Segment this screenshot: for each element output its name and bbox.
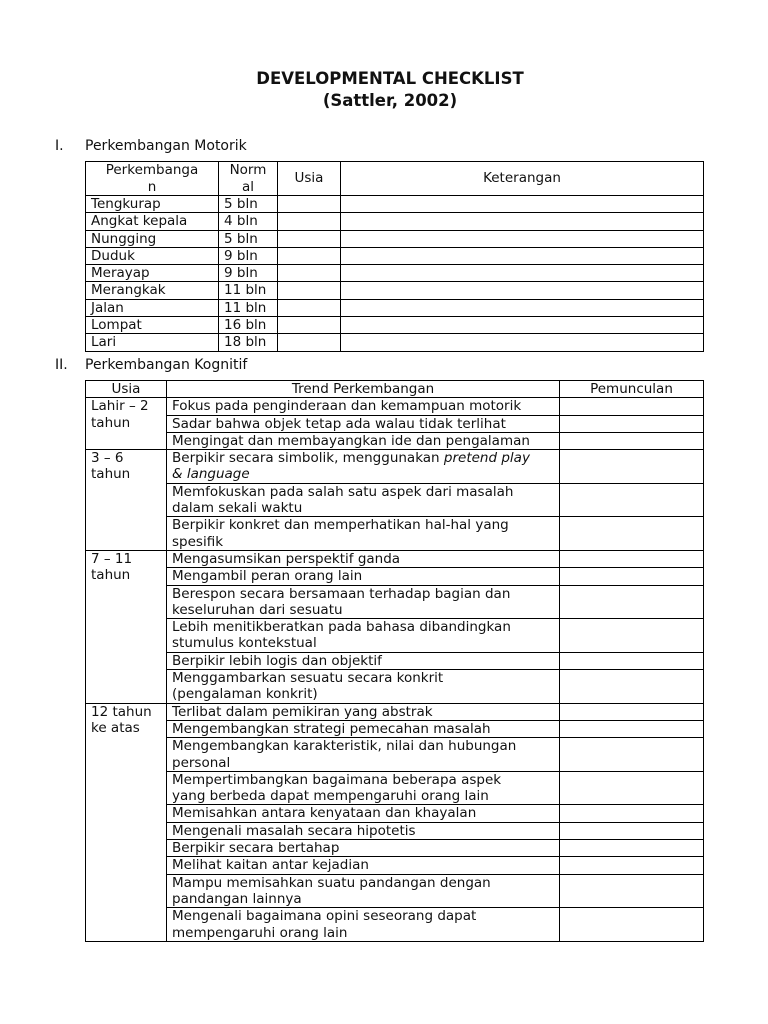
trend-line: Mengembangkan strategi pemecahan masalah xyxy=(172,720,491,737)
cell-usia xyxy=(278,334,341,351)
cognitive-development-table xyxy=(85,380,704,942)
header-pemunculan: Pemunculan xyxy=(560,381,704,398)
age-line: tahun xyxy=(91,466,131,483)
cell-trend xyxy=(167,840,560,857)
table-row xyxy=(86,822,704,839)
table-row xyxy=(86,247,704,264)
cell-usia xyxy=(278,213,341,230)
cell-pemunculan xyxy=(560,652,704,669)
cell-keterangan xyxy=(341,196,704,213)
cell-perkembangan: Merangkak xyxy=(86,282,219,299)
section-number: I. xyxy=(55,138,64,154)
trend-line: spesifik xyxy=(172,533,224,550)
cell-pemunculan xyxy=(560,483,704,517)
cell-usia xyxy=(278,196,341,213)
trend-text: Berpikir secara simbolik, menggunakan xyxy=(172,450,444,467)
cell-trend xyxy=(167,670,560,704)
motor-development-table xyxy=(85,161,704,352)
cell-pemunculan xyxy=(560,670,704,704)
table-row xyxy=(86,517,704,551)
trend-line: Memfokuskan pada salah satu aspek dari masalah xyxy=(172,483,514,500)
cell-pemunculan xyxy=(560,415,704,432)
table-row xyxy=(86,908,704,942)
trend-line: Mengembangkan karakteristik, nilai dan hubungan xyxy=(172,738,517,755)
table-row xyxy=(86,619,704,653)
table-row xyxy=(86,720,704,737)
cell-keterangan xyxy=(341,317,704,334)
trend-line: Fokus pada penginderaan dan kemampuan motorik xyxy=(172,398,522,415)
cell-usia xyxy=(278,230,341,247)
header-usia: Usia xyxy=(86,381,167,398)
cell-pemunculan xyxy=(560,619,704,653)
trend-italic: pretend play xyxy=(443,450,530,467)
age-line: Lahir – 2 xyxy=(91,398,149,415)
cell-normal: 16 bln xyxy=(219,317,278,334)
cell-normal: 5 bln xyxy=(219,230,278,247)
cell-pemunculan xyxy=(560,822,704,839)
cell-pemunculan xyxy=(560,738,704,772)
cell-normal: 18 bln xyxy=(219,334,278,351)
cell-usia xyxy=(278,317,341,334)
trend-line: Melihat kaitan antar kejadian xyxy=(172,857,369,874)
cell-pemunculan xyxy=(560,857,704,874)
cell-trend xyxy=(167,822,560,839)
trend-line: dalam sekali waktu xyxy=(172,500,303,517)
cell-pemunculan xyxy=(560,432,704,449)
trend-italic: & language xyxy=(172,466,250,483)
cell-pemunculan xyxy=(560,805,704,822)
trend-line xyxy=(172,466,554,482)
cell-pemunculan xyxy=(560,840,704,857)
cell-perkembangan: Merayap xyxy=(86,265,219,282)
age-line: 7 – 11 xyxy=(91,550,133,567)
cell-trend xyxy=(167,619,560,653)
table-row xyxy=(86,857,704,874)
trend-line: Berpikir secara bertahap xyxy=(172,840,340,857)
header-keterangan: Keterangan xyxy=(341,162,704,196)
trend-line: Mengambil peran orang lain xyxy=(172,568,363,585)
cell-pemunculan xyxy=(560,550,704,567)
table-row xyxy=(86,874,704,908)
cell-perkembangan: Nungging xyxy=(86,230,219,247)
table-row xyxy=(86,585,704,619)
cell-keterangan xyxy=(341,230,704,247)
table-row xyxy=(86,771,704,805)
cell-perkembangan: Lompat xyxy=(86,317,219,334)
cell-trend xyxy=(167,415,560,432)
cell-perkembangan: Duduk xyxy=(86,247,219,264)
trend-line: yang berbeda dapat mempengaruhi orang lain xyxy=(172,788,489,805)
cell-perkembangan: Tengkurap xyxy=(86,196,219,213)
table-row xyxy=(86,805,704,822)
table-header-row xyxy=(86,381,704,398)
trend-line: Menggambarkan sesuatu secara konkrit xyxy=(172,670,444,687)
trend-line: Mempertimbangkan bagaimana beberapa aspek xyxy=(172,771,502,788)
table-row xyxy=(86,550,704,567)
cell-trend xyxy=(167,450,560,484)
cell-normal: 9 bln xyxy=(219,247,278,264)
cell-trend xyxy=(167,585,560,619)
trend-line: Memisahkan antara kenyataan dan khayalan xyxy=(172,805,477,822)
trend-line: mempengaruhi orang lain xyxy=(172,924,348,941)
trend-line: Berespon secara bersamaan terhadap bagian dan xyxy=(172,585,511,602)
table-row xyxy=(86,196,704,213)
trend-line: Terlibat dalam pemikiran yang abstrak xyxy=(172,703,433,720)
cell-pemunculan xyxy=(560,720,704,737)
table-row xyxy=(86,840,704,857)
trend-line: pandangan lainnya xyxy=(172,890,302,907)
cell-pemunculan xyxy=(560,450,704,484)
cell-pemunculan xyxy=(560,771,704,805)
trend-line: keseluruhan dari sesuatu xyxy=(172,601,343,618)
cell-trend xyxy=(167,517,560,551)
cell-pemunculan xyxy=(560,908,704,942)
header-normal: Norm al xyxy=(219,162,278,196)
age-line: tahun xyxy=(91,567,131,584)
cell-keterangan xyxy=(341,282,704,299)
trend-line: (pengalaman konkrit) xyxy=(172,686,318,703)
header-perkembangan: Perkembanga n xyxy=(86,162,219,196)
table-row xyxy=(86,265,704,282)
cell-trend xyxy=(167,874,560,908)
table-row xyxy=(86,398,704,415)
cell-age-group xyxy=(86,703,167,941)
cell-trend xyxy=(167,568,560,585)
table-row xyxy=(86,450,704,484)
table-row xyxy=(86,652,704,669)
cell-pemunculan xyxy=(560,703,704,720)
cell-pemunculan xyxy=(560,398,704,415)
trend-line: Mengenali masalah secara hipotetis xyxy=(172,822,416,839)
table-row xyxy=(86,738,704,772)
section-heading-motorik xyxy=(55,137,247,155)
trend-line: Lebih menitikberatkan pada bahasa dibandingkan xyxy=(172,619,511,636)
section-title: Perkembangan Kognitif xyxy=(85,357,248,373)
table-row xyxy=(86,213,704,230)
age-line: 12 tahun xyxy=(91,703,152,720)
cell-keterangan xyxy=(341,247,704,264)
trend-line: Berpikir konkret dan memperhatikan hal-hal yang xyxy=(172,517,509,534)
cell-keterangan xyxy=(341,334,704,351)
cell-trend xyxy=(167,805,560,822)
cell-trend xyxy=(167,738,560,772)
header-usia: Usia xyxy=(278,162,341,196)
cell-age-group xyxy=(86,450,167,551)
cell-perkembangan: Angkat kepala xyxy=(86,213,219,230)
table-row xyxy=(86,415,704,432)
cell-trend xyxy=(167,483,560,517)
trend-line xyxy=(172,450,554,466)
trend-line: Berpikir lebih logis dan objektif xyxy=(172,652,382,669)
cell-normal: 11 bln xyxy=(219,282,278,299)
table-row xyxy=(86,568,704,585)
age-line: 3 – 6 xyxy=(91,450,124,467)
cell-trend xyxy=(167,432,560,449)
trend-line: personal xyxy=(172,754,231,771)
trend-line: Mampu memisahkan suatu pandangan dengan xyxy=(172,874,491,891)
trend-line: Mengingat dan membayangkan ide dan pengalaman xyxy=(172,432,530,449)
cell-usia xyxy=(278,299,341,316)
table-row xyxy=(86,432,704,449)
cell-perkembangan: Lari xyxy=(86,334,219,351)
cell-normal: 5 bln xyxy=(219,196,278,213)
cell-usia xyxy=(278,265,341,282)
cell-trend xyxy=(167,771,560,805)
cell-normal: 9 bln xyxy=(219,265,278,282)
table-row xyxy=(86,317,704,334)
table-row xyxy=(86,282,704,299)
cell-trend xyxy=(167,908,560,942)
section-title: Perkembangan Motorik xyxy=(85,138,247,154)
cell-trend xyxy=(167,550,560,567)
cell-keterangan xyxy=(341,265,704,282)
cell-age-group xyxy=(86,398,167,450)
cell-perkembangan: Jalan xyxy=(86,299,219,316)
cell-pemunculan xyxy=(560,568,704,585)
cell-trend xyxy=(167,652,560,669)
table-row xyxy=(86,230,704,247)
age-line: tahun xyxy=(91,414,131,431)
trend-line: Mengenali bagaimana opini seseorang dapat xyxy=(172,908,477,925)
cell-usia xyxy=(278,247,341,264)
table-row xyxy=(86,670,704,704)
trend-line: Mengasumsikan perspektif ganda xyxy=(172,550,401,567)
age-line: ke atas xyxy=(91,719,140,736)
cell-trend xyxy=(167,857,560,874)
cell-keterangan xyxy=(341,213,704,230)
table-row xyxy=(86,703,704,720)
cell-usia xyxy=(278,282,341,299)
title-line-2: (Sattler, 2002) xyxy=(322,91,458,110)
cell-age-group xyxy=(86,550,167,703)
table-row xyxy=(86,299,704,316)
table-row xyxy=(86,334,704,351)
cell-normal: 4 bln xyxy=(219,213,278,230)
trend-line: Sadar bahwa objek tetap ada walau tidak terlihat xyxy=(172,415,506,432)
table-row xyxy=(86,483,704,517)
cell-keterangan xyxy=(341,299,704,316)
cell-pemunculan xyxy=(560,585,704,619)
cell-trend xyxy=(167,398,560,415)
document-title xyxy=(0,68,768,112)
cell-trend xyxy=(167,720,560,737)
cell-normal: 11 bln xyxy=(219,299,278,316)
table-header-row xyxy=(86,162,704,196)
cell-pemunculan xyxy=(560,874,704,908)
section-heading-kognitif xyxy=(55,356,247,374)
section-number: II. xyxy=(55,357,68,373)
cell-pemunculan xyxy=(560,517,704,551)
title-line-1: DEVELOPMENTAL CHECKLIST xyxy=(256,69,524,88)
trend-line: stumulus kontekstual xyxy=(172,635,317,652)
header-trend: Trend Perkembangan xyxy=(167,381,560,398)
cell-trend xyxy=(167,703,560,720)
